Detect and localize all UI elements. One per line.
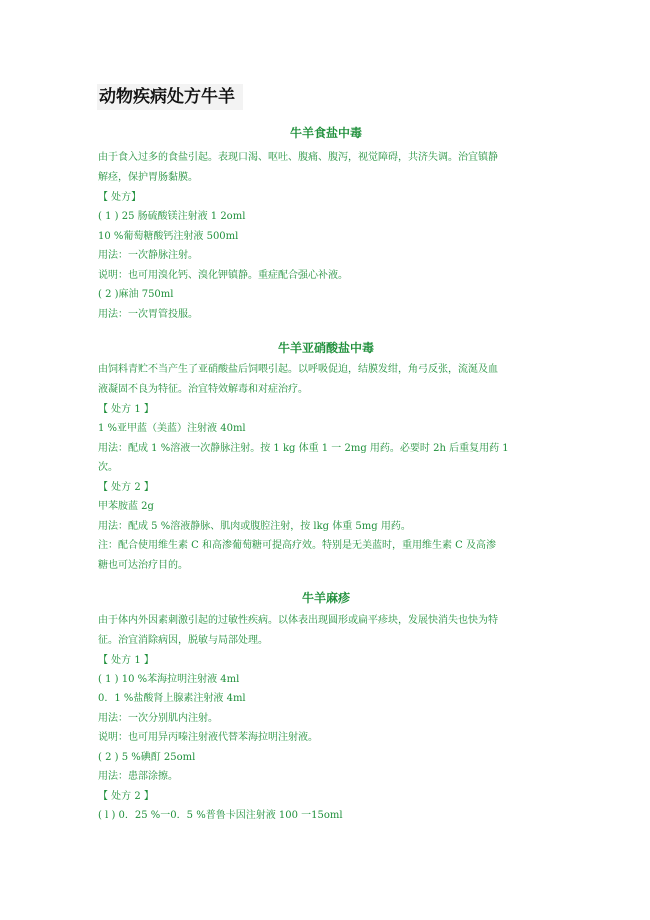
- section-title: 牛羊麻疹: [301, 591, 350, 605]
- body-line: 由于体内外因素刺激引起的过敏性疾病。以体表出现圆形或扁平疹块，发展快消失也快为特: [98, 615, 498, 626]
- prescription-heading: 【 处方 1 】: [98, 404, 154, 415]
- body-line: 说明：也可用溴化钙、溴化钾镇静。重症配合强心补液。: [98, 270, 348, 281]
- document-title: 动物疾病处方牛羊: [97, 84, 243, 110]
- section-title: 牛羊亚硝酸盐中毒: [277, 341, 374, 355]
- body-line: 解痉，保护胃肠黏膜。: [98, 172, 198, 183]
- body-line: 甲苯胺蓝 2g: [98, 501, 154, 512]
- body-line: 用法：配成 5 %溶液静脉、肌肉或腹腔注射，按 lkg 体重 5mg 用药。: [98, 521, 411, 532]
- body-line: 0．1 %盐酸肾上腺素注射液 4ml: [98, 693, 246, 704]
- body-line: ( l ) 0．25 %一0．5 %普鲁卡因注射液 100 一15oml: [98, 810, 343, 821]
- prescription-heading: 【 处方 1 】: [98, 655, 154, 666]
- body-line: 10 %葡萄糖酸钙注射液 500ml: [98, 231, 239, 242]
- body-line: ( 1 ) 25 肠硫酸镁注射液 1 2oml: [98, 211, 246, 222]
- body-line: 用法：一次静脉注射。: [98, 250, 198, 261]
- section-title: 牛羊食盐中毒: [289, 126, 362, 140]
- body-line: 用法：一次分别肌内注射。: [98, 713, 218, 724]
- body-line: ( 1 ) 10 %苯海拉明注射液 4ml: [98, 674, 240, 685]
- body-line: 由饲料青贮不当产生了亚硝酸盐后饲喂引起。以呼吸促迫，结膜发绀，角弓反张，流涎及血: [98, 364, 498, 375]
- prescription-heading: 【 处方 2 】: [98, 482, 154, 493]
- body-line: 说明：也可用异丙嗪注射液代替苯海拉明注射液。: [98, 732, 318, 743]
- body-line: ( 2 )麻油 750ml: [98, 289, 174, 300]
- prescription-heading: 【 处方 2 】: [98, 791, 154, 802]
- body-line: 用法：配成 1 %溶液一次静脉注射。按 1 kg 体重 1 一 2mg 用药。必要时 2h 后重复用药 1: [98, 443, 509, 454]
- body-line: 征。治宜消除病因，脱敏与局部处理。: [98, 635, 268, 646]
- body-line: 用法：一次胃管投服。: [98, 309, 198, 320]
- body-line: 液凝固不良为特征。治宜特效解毒和对症治疗。: [98, 384, 308, 395]
- body-line: 次。: [98, 462, 118, 473]
- body-line: 用法：患部涂擦。: [98, 771, 178, 782]
- body-line: 由于食入过多的食盐引起。表现口渴、呕吐、腹痛、腹泻，视觉障碍，共济失调。治宜镇静: [98, 152, 498, 163]
- prescription-heading: 【 处方】: [98, 192, 142, 203]
- body-line: 注：配合使用维生素 C 和高渗葡萄糖可提高疗效。特别是无美蓝时，重用维生素 C 及高渗: [98, 540, 497, 551]
- body-line: 糖也可达治疗目的。: [98, 560, 188, 571]
- body-line: ( 2 ) 5 %碘酊 25oml: [98, 752, 196, 763]
- body-line: 1 %亚甲蓝（美蓝）注射液 40ml: [98, 423, 246, 434]
